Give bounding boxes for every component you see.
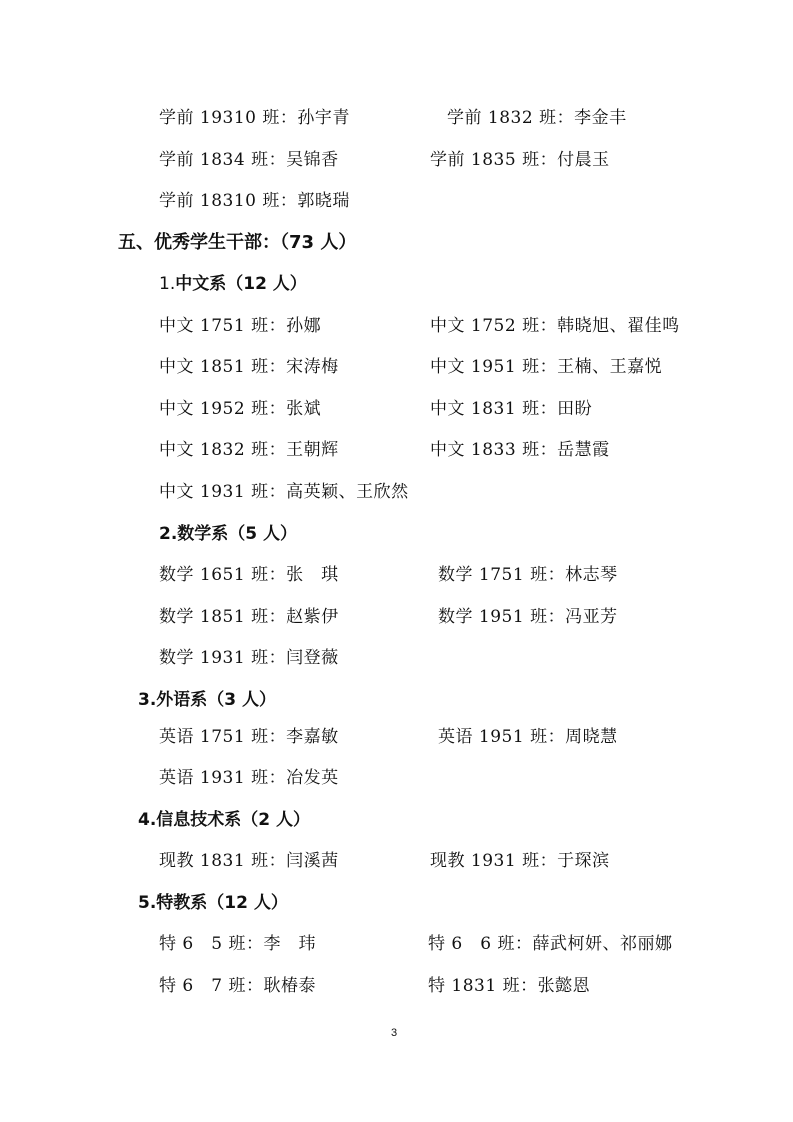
list-item: 特 1831 班：张懿恩	[428, 976, 591, 996]
page-number: 3	[391, 1027, 398, 1039]
list-item: 学前 1832 班：李金丰	[447, 108, 627, 128]
list-item: 特 6 5 班：李 玮	[159, 934, 316, 954]
list-item: 现教 1931 班：于琛滨	[430, 851, 610, 871]
subsection-heading: 2.数学系（5 人）	[159, 524, 298, 544]
list-item: 中文 1951 班：王楠、王嘉悦	[430, 357, 663, 377]
list-item: 现教 1831 班：闫溪茜	[159, 851, 339, 871]
list-item: 英语 1951 班：周晓慧	[438, 727, 618, 747]
list-item: 学前 18310 班：郭晓瑞	[159, 191, 350, 211]
list-item: 学前 19310 班：孙宇青	[159, 108, 350, 128]
list-item: 中文 1931 班：高英颖、王欣然	[159, 482, 409, 502]
list-item: 数学 1851 班：赵紫伊	[159, 607, 339, 627]
list-item: 学前 1835 班：付晨玉	[430, 150, 610, 170]
list-item: 特 6 7 班：耿椿泰	[159, 976, 316, 996]
list-item: 数学 1751 班：林志琴	[438, 565, 618, 585]
list-item: 数学 1651 班：张 琪	[159, 565, 339, 585]
list-item: 中文 1831 班：田盼	[430, 399, 593, 419]
subsection-heading: 4.信息技术系（2 人）	[138, 810, 311, 830]
subsection-heading: 3.外语系（3 人）	[138, 690, 277, 710]
list-item: 中文 1851 班：宋涛梅	[159, 357, 339, 377]
list-item: 学前 1834 班：吴锦香	[159, 150, 339, 170]
list-item: 中文 1832 班：王朝辉	[159, 440, 339, 460]
section-heading: 五、优秀学生干部：（73 人）	[118, 232, 357, 253]
list-item: 特 6 6 班：薛武柯妍、祁丽娜	[428, 934, 673, 954]
subsection-title: 中文系（12 人）	[175, 274, 307, 294]
list-item: 英语 1931 班：冶发英	[159, 768, 339, 788]
list-item: 中文 1952 班：张斌	[159, 399, 322, 419]
subsection-heading	[159, 273, 307, 295]
subsection-number: 1.	[159, 274, 176, 294]
list-item: 中文 1751 班：孙娜	[159, 316, 322, 336]
list-item: 中文 1752 班：韩晓旭、翟佳鸣	[430, 316, 680, 336]
list-item: 数学 1931 班：闫登薇	[159, 648, 339, 668]
subsection-heading: 5.特教系（12 人）	[138, 893, 288, 913]
list-item: 数学 1951 班：冯亚芳	[438, 607, 618, 627]
list-item: 英语 1751 班：李嘉敏	[159, 727, 339, 747]
list-item: 中文 1833 班：岳慧霞	[430, 440, 610, 460]
